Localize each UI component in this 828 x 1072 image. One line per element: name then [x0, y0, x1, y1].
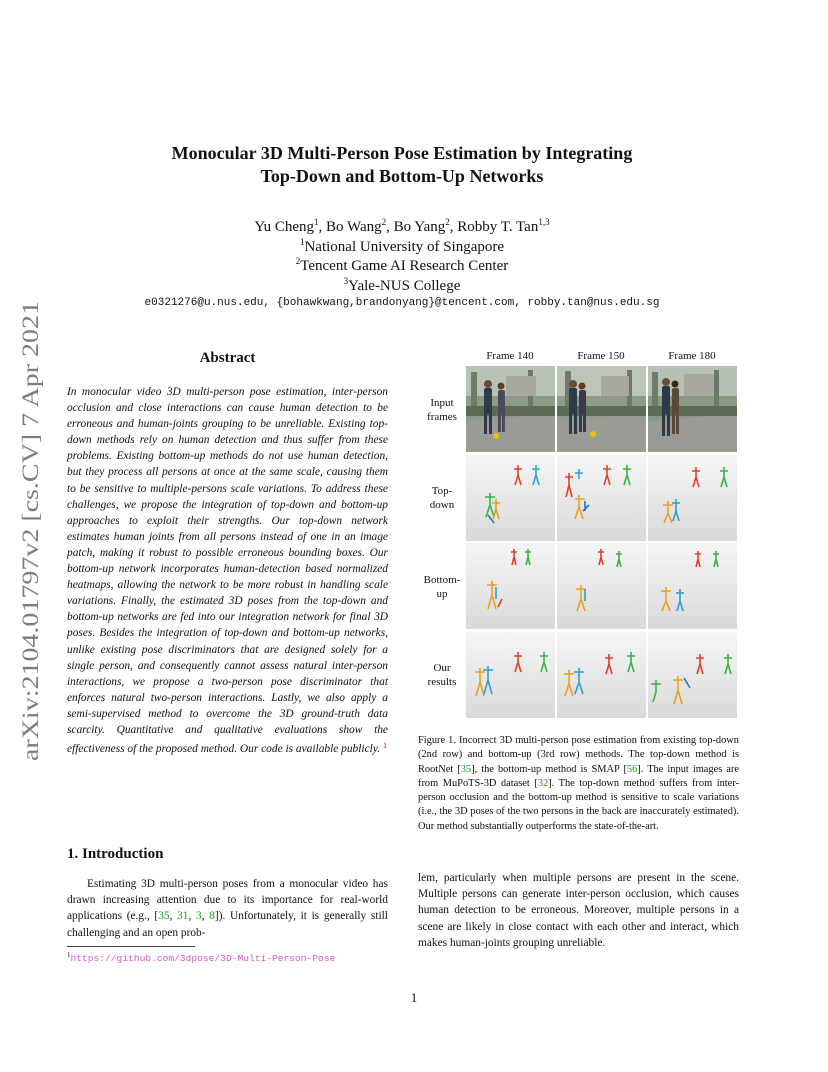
affiliation-name: Yale-NUS College [348, 277, 461, 294]
affiliation-mark: 1 [299, 236, 305, 247]
author-list [100, 218, 704, 238]
abstract-paragraph: In monocular video 3D multi-person pose estimation, inter-person occlusion and close interactions can cause human detection to be erroneous and human-joints grouping to be unreliable. Existing top-down methods rely on human detection and thus suffer from these problems. Existing bottom-up methods do not use human detection, but they process all persons at once at the same scale, causing them to be sensitive to multiple-persons scale variations. To address these challenges, we propose the integration of top-down and bottom-up approaches to exploit their strengths. Our top-down network estimates human joints from all persons instead of one in an image patch, making it robust to possible erroneous bounding boxes. Our bottom-up network incorporates human-detection based normalized heatmaps, allowing the network to be more robust in handling scale variations. Finally, the estimated 3D poses from the top-down and bottom-up networks are fed into our integration network for final 3D poses. Besides the integration of top-down and bottom-up networks, unlike existing pose discriminators that are designed solely for a single person, and consequently cannot assess natural inter-person interactions, we propose a two-person pose discriminator that enforces natural two-person interactions. Lastly, we also apply a semi-supervised method to overcome the 3D ground-truth data scarcity. Quantitative and qualitative evaluations show the effectiveness of the proposed method. Our code is available publicly. [67, 386, 388, 756]
row-label-our-results [412, 661, 472, 689]
paper-title [100, 142, 704, 188]
author-name: , Robby T. Tan [449, 219, 539, 235]
citation-link[interactable]: 3 [196, 910, 202, 923]
author-affiliation-mark: 2 [445, 217, 450, 227]
affiliation-name: Tencent Game AI Research Center [300, 258, 509, 274]
footnote-number: 1 [67, 951, 71, 959]
top-down-frame-150 [557, 455, 646, 541]
intro-text: ]). Unfortunately, it is generally still challenging and an open prob- [67, 910, 388, 939]
arxiv-side-stamp [8, 296, 48, 766]
intro-paragraph: Estimating 3D multi-person poses from a monocular video has drawn increasing attention due to its importance for real-world applications (e.g., [35, 31, 3, 8]). Unfortunately, it is generally still challenging and an open prob- [67, 878, 388, 939]
intro-text: Estimating 3D multi-person poses from a monocular video has drawn increasing attention due to its importance for real-world applications (e.g., [ [67, 878, 388, 923]
our-results-frame-140 [466, 632, 555, 718]
row-label-line: Bottom- [423, 574, 461, 586]
row-label-line: Our [433, 662, 451, 674]
author-name: , Bo Wang [318, 219, 382, 235]
footnote-reference[interactable]: 1 [382, 741, 387, 751]
page-number: 1 [410, 990, 418, 1005]
author-name: Yu Cheng [254, 219, 314, 235]
abstract-heading: Abstract [199, 350, 256, 366]
affiliation [100, 277, 704, 297]
row-label-line: results [427, 676, 457, 688]
citation-link[interactable]: 35 [158, 910, 170, 923]
row-label-line: frames [427, 411, 457, 423]
affiliation [100, 257, 704, 277]
bottom-up-frame-140 [466, 543, 555, 629]
caption-text: ], the bottom-up method is SMAP [ [471, 763, 627, 775]
author-emails: e0321276@u.nus.edu, {bohawkwang,brandonyang}@tencent.com, robby.tan@nus.edu.sg [144, 297, 660, 309]
author-affiliation-mark: 2 [381, 217, 387, 227]
row-label-input-frames [412, 396, 472, 424]
affiliation-mark: 3 [343, 275, 349, 286]
bottom-up-frame-180 [648, 543, 737, 629]
arxiv-identifier: arXiv:2104.01797v2 [cs.CV] 7 Apr 2021 [18, 374, 44, 761]
code-repository-link[interactable]: https://github.com/3dpose/3D-Multi-Person-Pose [70, 953, 336, 964]
caption-text: Figure 1. Incorrect 3D multi-person pose estimation from existing top-down (2nd row) and bottom-up (3rd row) methods. The top-down method is RootNet [ [418, 735, 739, 775]
column-header-frame-180: Frame 180 [668, 350, 716, 362]
affiliation-mark: 2 [295, 256, 301, 266]
citation-link[interactable]: 31 [177, 910, 189, 923]
author-block [100, 218, 704, 296]
caption-text: ]. The top-down method suffers from inter-person occlusion and the bottom-up method is sensitive to scale variations (i.e., the 3D poses of the two persons in the back are inaccurately estimated). Our method substantially outperforms the state-of-the-art. [418, 777, 739, 832]
row-label-line: down [429, 499, 455, 511]
column-header-frame-140: Frame 140 [486, 350, 534, 362]
row-label-top-down [412, 484, 472, 512]
top-down-frame-180 [648, 455, 737, 541]
citation-link[interactable]: 56 [626, 763, 638, 775]
bottom-up-frame-150 [557, 543, 646, 629]
row-label-line: up [436, 588, 448, 600]
top-down-frame-140 [466, 455, 555, 541]
intro-continuation: lem, particularly when multiple persons are present in the scene. Multiple persons can generate inter-person occlusion, which causes human detection to be erroneous. Moreover, multiple persons in a scene are likely in close contact with each other and interact, which makes human-joints grouping unreliable. [418, 872, 739, 949]
citation-link[interactable]: 35 [460, 763, 472, 775]
citation-link[interactable]: 8 [209, 910, 215, 923]
input-frame-180 [648, 366, 737, 452]
row-label-line: Input [430, 397, 454, 409]
author-name: , Bo Yang [386, 219, 446, 235]
citation-link[interactable]: 32 [537, 777, 549, 789]
footnote [67, 951, 397, 964]
footnote-divider [67, 946, 195, 947]
our-results-frame-180 [648, 632, 737, 718]
input-frame-150 [557, 366, 646, 452]
figure-caption [418, 734, 739, 834]
input-frame-140 [466, 366, 555, 452]
row-label-line: Top- [431, 485, 453, 497]
figure-column-headers [466, 350, 738, 364]
affiliation [100, 238, 704, 258]
row-label-bottom-up [412, 573, 472, 601]
our-results-frame-150 [557, 632, 646, 718]
abstract-text [67, 384, 388, 757]
title-line-1: Monocular 3D Multi-Person Pose Estimation by Integrating [171, 143, 633, 163]
author-affiliation-mark: 1 [314, 217, 319, 227]
caption-text: ]. The input images are from MuPoTS-3D dataset [ [418, 763, 739, 789]
title-line-2: Top-Down and Bottom-Up Networks [260, 166, 544, 186]
author-affiliation-mark: 1,3 [538, 217, 550, 227]
column-header-frame-150: Frame 150 [577, 350, 625, 362]
affiliation-name: National University of Singapore [304, 238, 505, 255]
intro-heading: 1. Introduction [67, 846, 164, 862]
